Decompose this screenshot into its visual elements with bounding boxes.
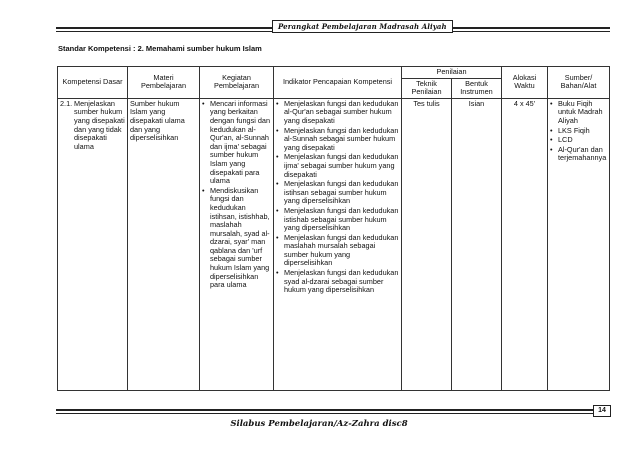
header-bentuk: Bentuk Instrumen	[452, 78, 502, 98]
header-alokasi: Alokasi Waktu	[502, 67, 548, 99]
list-item: • Al-Qur'an dan terjemahannya	[550, 146, 607, 163]
standard-competency: Standar Kompetensi : 2. Memahami sumber hukum Islam	[58, 44, 262, 53]
list-item: • LCD	[550, 136, 607, 145]
header-materi: Materi Pembelajaran	[128, 67, 200, 99]
list-item: • LKS Fiqih	[550, 127, 607, 136]
list-item: • Mendiskusikan fungsi dan kedudukan istihsan, istishhab, maslahah mursalah, syad al-dzarai, syar' man qablana dan 'urf sebagai sumber hukum Islam yang diperselisihkan para ulama	[202, 187, 271, 290]
footer-rule	[56, 409, 610, 411]
list-item: • Buku Fiqih untuk Madrah Aliyah	[550, 100, 607, 126]
list-item: • Menjelaskan fungsi dan kedudukan al-Sunnah sebagai sumber hukum yang disepakati	[276, 127, 399, 153]
list-item: • Menjelaskan fungsi dan kedudukan al-Qur'an sebagai sumber hukum yang disepakati	[276, 100, 399, 126]
header-title: Perangkat Pembelajaran Madrasah Aliyah	[272, 20, 453, 33]
header-penilaian: Penilaian	[402, 67, 502, 79]
cell-teknik: Tes tulis	[402, 98, 452, 390]
cell-bentuk: Isian	[452, 98, 502, 390]
list-item: • Menjelaskan fungsi dan kedudukan istishab sebagai sumber hukum yang diperselisihkan	[276, 207, 399, 233]
header-indikator: Indikator Pencapaian Kompetensi	[274, 67, 402, 99]
footer-rule-thin	[56, 413, 610, 414]
header-sumber: Sumber/ Bahan/Alat	[548, 67, 610, 99]
cell-materi: Sumber hukum Islam yang disepakati ulama dan yang diperselisihkan	[128, 98, 200, 390]
kd-number: 2.1.	[60, 98, 73, 108]
list-item: • Menjelaskan fungsi dan kedudukan maslahah mursalah sebagai sumber hukum yang diperselisihkan	[276, 234, 399, 268]
syllabus-table	[57, 66, 610, 391]
cell-kegiatan	[200, 98, 274, 390]
cell-sumber	[548, 98, 610, 390]
cell-alokasi: 4 x 45'	[502, 98, 548, 390]
table-row	[58, 98, 610, 390]
cell-indikator	[274, 98, 402, 390]
page-number: 14	[593, 405, 611, 417]
header-teknik: Teknik Penilaian	[402, 78, 452, 98]
list-item: • Menjelaskan fungsi dan kedudukan ijma' sebagai sumber hukum yang disepakati	[276, 153, 399, 179]
list-item: • Mencari informasi yang berkaitan dengan fungsi dan kedudukan al-Qur'an, al-Sunnah dan ijma' sebagai sumber hukum Islam yang disepakati para ulama	[202, 100, 271, 186]
list-item: • Menjelaskan fungsi dan kedudukan istihsan sebagai sumber hukum yang diperselisihkan	[276, 180, 399, 206]
kd-text: Menjelaskan sumber hukum yang disepakati dan yang tidak disepakati ulama	[74, 98, 125, 151]
cell-kompetensi-dasar	[58, 98, 128, 390]
header-kegiatan: Kegiatan Pembelajaran	[200, 67, 274, 99]
header-kompetensi-dasar: Kompetensi Dasar	[58, 67, 128, 99]
footer-title: Silabus Pembelajaran/Az-Zahra disc8	[230, 419, 408, 429]
list-item: • Menjelaskan fungsi dan kedudukan syad al-dzarai sebagai sumber hukum yang diperselisihkan	[276, 269, 399, 295]
